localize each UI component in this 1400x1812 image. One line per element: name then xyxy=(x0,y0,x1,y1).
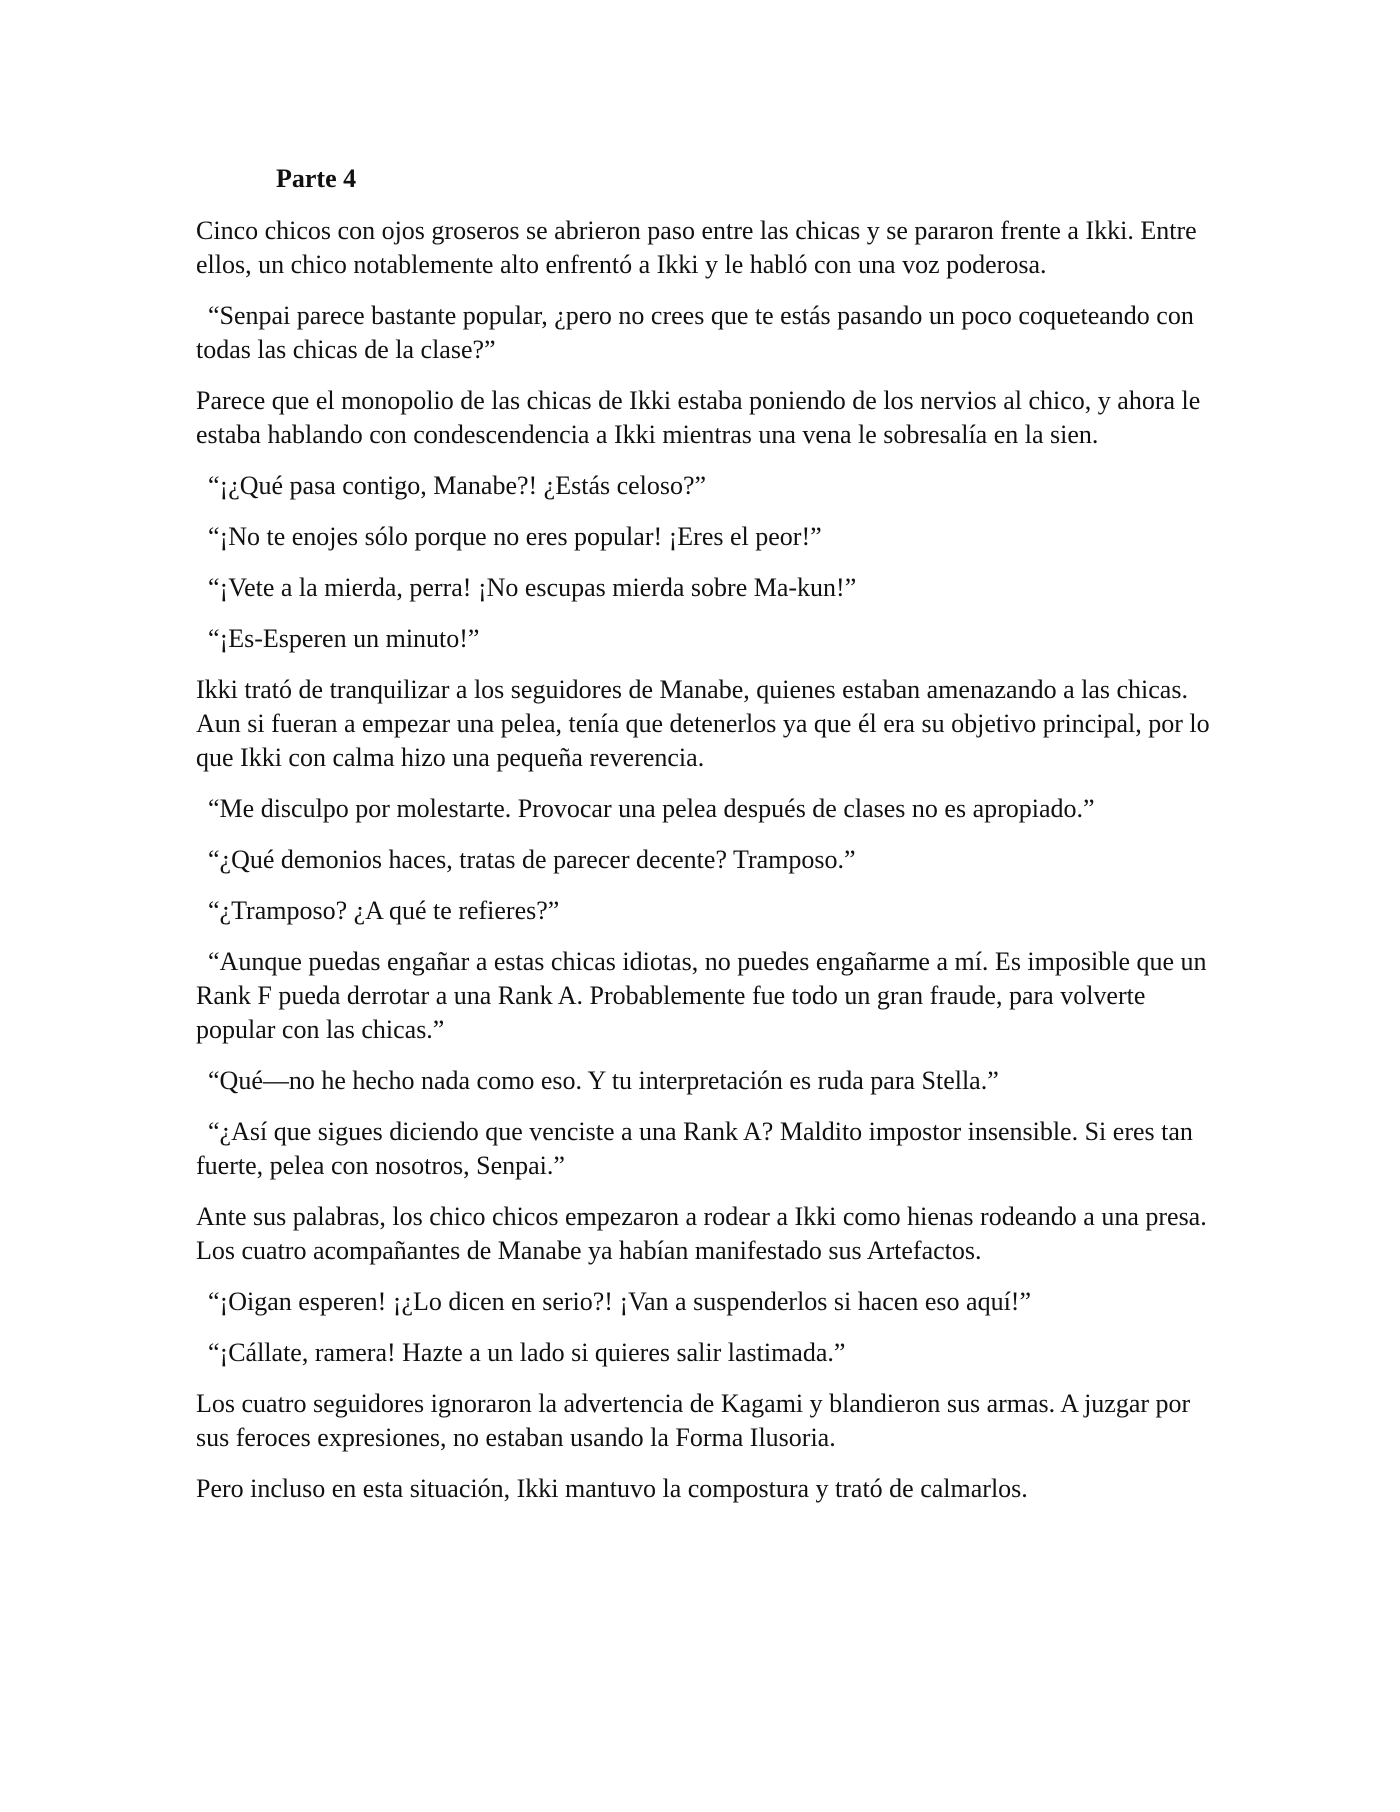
paragraph-dialog: “¡Cállate, ramera! Hazte a un lado si quieres salir lastimada.” xyxy=(208,1338,846,1367)
paragraph-dialog: “¡¿Qué pasa contigo, Manabe?! ¿Estás celoso?” xyxy=(208,471,707,500)
paragraph-narration: Parece que el monopolio de las chicas de Ikki estaba poniendo de los nervios al chico, y ahora le estaba hablando con condescendencia a Ikki mientras una vena le sobresalía en la sien. xyxy=(196,386,1201,449)
paragraph-dialog: “¡Vete a la mierda, perra! ¡No escupas mierda sobre Ma-kun!” xyxy=(208,573,857,602)
paragraph-dialog: “¡No te enojes sólo porque no eres popular! ¡Eres el peor!” xyxy=(208,522,822,551)
paragraph-dialog: “¿Qué demonios haces, tratas de parecer decente? Tramposo.” xyxy=(208,845,856,874)
paragraph-dialog: “Senpai parece bastante popular, ¿pero no crees que te estás pasando un poco coqueteando con todas las chicas de la clase?” xyxy=(196,301,1194,364)
paragraph-narration: Los cuatro seguidores ignoraron la advertencia de Kagami y blandieron sus armas. A juzgar por sus feroces expresiones, no estaban usando la Forma Ilusoria. xyxy=(196,1389,1191,1452)
paragraph-dialog: “¡Oigan esperen! ¡¿Lo dicen en serio?! ¡Van a suspenderlos si hacen eso aquí!” xyxy=(208,1287,1031,1316)
paragraph-dialog: “Me disculpo por molestarte. Provocar una pelea después de clases no es apropiado.” xyxy=(208,794,1095,823)
paragraph-dialog: “¿Tramposo? ¿A qué te refieres?” xyxy=(208,896,560,925)
paragraph-dialog: “¿Así que sigues diciendo que venciste a una Rank A? Maldito impostor insensible. Si eres tan fuerte, pelea con nosotros, Senpai.” xyxy=(196,1117,1193,1180)
section-heading: Parte 4 xyxy=(276,164,357,193)
paragraph-dialog: “Qué—no he hecho nada como eso. Y tu interpretación es ruda para Stella.” xyxy=(208,1066,999,1095)
paragraph-narration: Pero incluso en esta situación, Ikki mantuvo la compostura y trató de calmarlos. xyxy=(196,1474,1028,1503)
paragraph-dialog: “Aunque puedas engañar a estas chicas idiotas, no puedes engañarme a mí. Es imposible que un Rank F pueda derrotar a una Rank A. Probablemente fue todo un gran fraude, para volverte popular con las chicas.” xyxy=(196,947,1207,1044)
paragraph-narration: Cinco chicos con ojos groseros se abrieron paso entre las chicas y se pararon frente a Ikki. Entre ellos, un chico notablemente alto enfrentó a Ikki y le habló con una voz poderosa. xyxy=(196,216,1197,279)
paragraph-narration: Ikki trató de tranquilizar a los seguidores de Manabe, quienes estaban amenazando a las chicas. Aun si fueran a empezar una pelea, tenía que detenerlos ya que él era su objetivo principal, por lo que Ikki con calma hizo una pequeña reverencia. xyxy=(196,675,1210,772)
paragraph-dialog: “¡Es-Esperen un minuto!” xyxy=(208,624,480,653)
document-page xyxy=(196,162,1216,1523)
paragraph-narration: Ante sus palabras, los chico chicos empezaron a rodear a Ikki como hienas rodeando a una presa. Los cuatro acompañantes de Manabe ya habían manifestado sus Artefactos. xyxy=(196,1202,1207,1265)
